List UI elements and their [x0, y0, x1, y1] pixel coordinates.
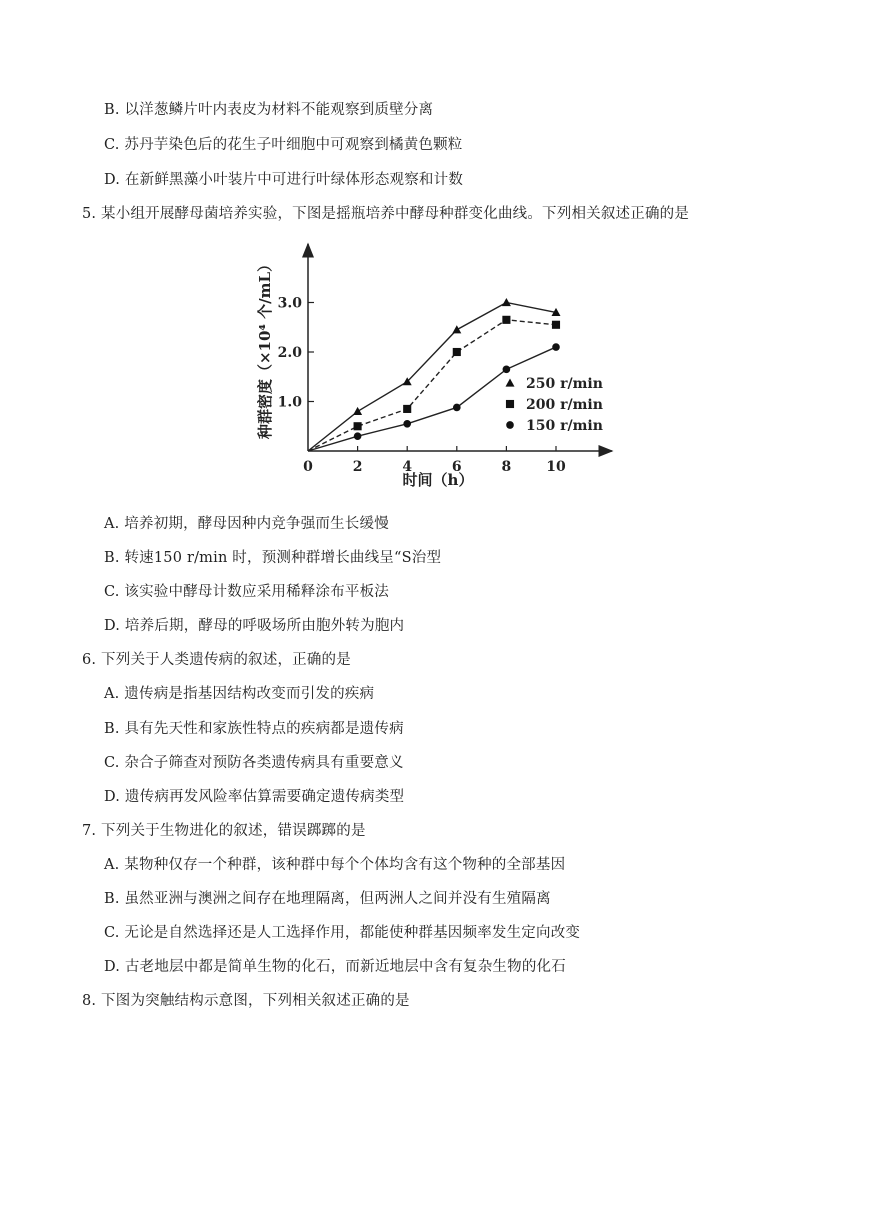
- data-point-triangle: [502, 298, 511, 306]
- q7-option-b: B. 虽然亚洲与澳洲之间存在地理隔离，但两洲人之间并没有生殖隔离: [104, 891, 551, 907]
- data-point-circle: [403, 420, 411, 428]
- q4-option-c: C. 苏丹芋染色后的花生子叶细胞中可观察到橘黄色颗粒: [104, 137, 463, 153]
- series-line: [308, 347, 556, 451]
- data-point-circle: [354, 432, 362, 440]
- legend-label: 200 r/min: [526, 397, 603, 413]
- data-point-square: [502, 316, 510, 324]
- y-tick-label: 1.0: [277, 394, 302, 411]
- data-point-triangle: [353, 407, 362, 415]
- q7-option-a: A. 某物种仅存一个种群，该种群中每个个体均含有这个物种的全部基因: [104, 857, 566, 873]
- q4-option-d: D. 在新鲜黑藻小叶装片中可进行叶绿体形态观察和计数: [104, 172, 464, 188]
- q6-option-b: B. 具有先天性和家族性特点的疾病都是遗传病: [104, 721, 404, 737]
- data-point-circle: [506, 421, 514, 429]
- q5-option-a: A. 培养初期，酵母因种内竞争强而生长缓慢: [104, 516, 389, 532]
- yeast-population-chart: [250, 240, 620, 495]
- series-line: [308, 303, 556, 452]
- data-point-square: [506, 400, 514, 408]
- data-point-circle: [552, 343, 560, 351]
- q7-stem: 7. 下列关于生物进化的叙述，错误踯踯的是: [82, 823, 366, 839]
- chart-legend: [506, 376, 603, 434]
- q7-option-c: C. 无论是自然选择还是人工选择作用，都能使种群基因频率发生定向改变: [104, 925, 581, 941]
- data-point-square: [354, 422, 362, 430]
- y-tick-label: 2.0: [277, 345, 302, 361]
- data-point-triangle: [506, 379, 515, 387]
- x-tick-label: 6: [451, 459, 462, 475]
- legend-label: 150 r/min: [526, 418, 603, 434]
- data-point-square: [453, 348, 461, 356]
- data-point-circle: [503, 366, 511, 374]
- x-axis-label: 时间（h）: [402, 471, 474, 489]
- q5-option-b: B. 转速150 r/min 时，预测种群增长曲线呈“S治型: [104, 550, 442, 566]
- data-point-triangle: [452, 325, 461, 333]
- q5-option-c: C. 该实验中酵母计数应采用稀释涂布平板法: [104, 584, 389, 600]
- x-tick-label: 2: [352, 459, 363, 475]
- q6-option-d: D. 遗传病再发风险率估算需要确定遗传病类型: [104, 789, 405, 805]
- x-tick-label: 8: [501, 459, 512, 475]
- q5-stem: 5. 某小组开展酵母菌培养实验，下图是摇瓶培养中酵母种群变化曲线。下列相关叙述正确的是: [82, 206, 690, 222]
- data-point-circle: [453, 404, 461, 412]
- x-tick-label: 4: [402, 459, 413, 475]
- y-axis-label: 种群密度（×10⁴ 个/mL）: [256, 256, 274, 440]
- data-point-square: [403, 405, 411, 413]
- q8-stem: 8. 下图为突触结构示意图，下列相关叙述正确的是: [82, 993, 410, 1009]
- q7-option-d: D. 古老地层中都是简单生物的化石，而新近地层中含有复杂生物的化石: [104, 959, 566, 975]
- q5-option-d: D. 培养后期，酵母的呼吸场所由胞外转为胞内: [104, 618, 405, 634]
- legend-label: 250 r/min: [526, 376, 603, 392]
- q6-stem: 6. 下列关于人类遗传病的叙述，正确的是: [82, 652, 351, 668]
- x-tick-label: 10: [546, 459, 566, 475]
- series-line: [308, 320, 556, 451]
- chart-axes: [278, 244, 612, 475]
- chart-series: [308, 298, 561, 451]
- x-tick-label: 0: [303, 459, 313, 475]
- q6-option-a: A. 遗传病是指基因结构改变而引发的疾病: [104, 686, 375, 702]
- y-tick-label: 3.0: [277, 295, 302, 312]
- data-point-square: [552, 321, 560, 329]
- q6-option-c: C. 杂合子筛查对预防各类遗传病具有重要意义: [104, 755, 404, 771]
- q4-option-b: B. 以洋葱鳞片叶内表皮为材料不能观察到质壁分离: [104, 102, 434, 118]
